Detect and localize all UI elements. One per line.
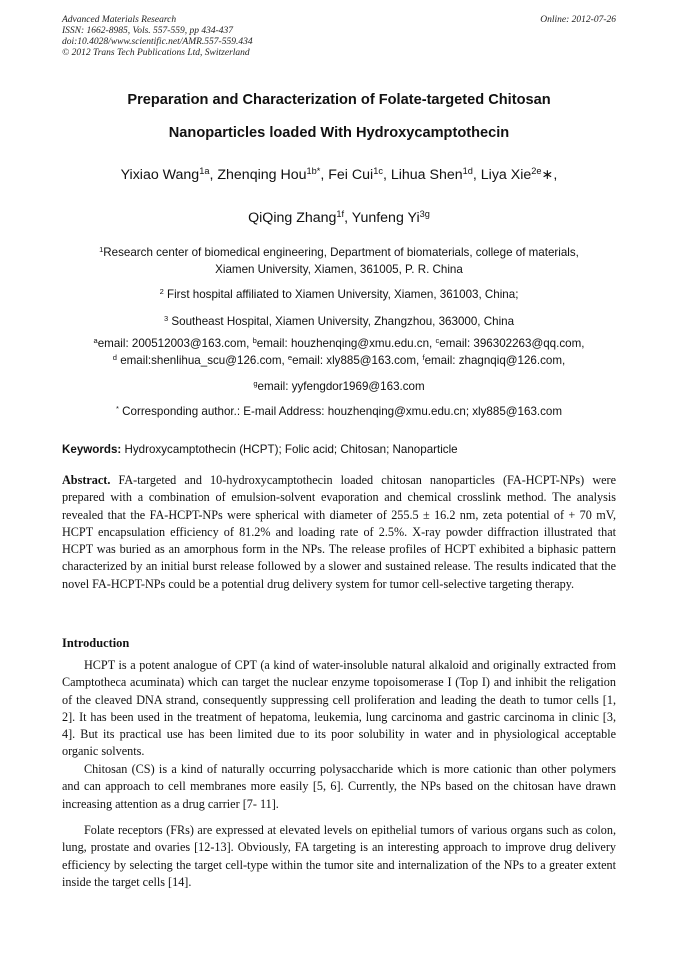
author-name: Zhenqing Hou (217, 167, 307, 183)
abstract-label: Abstract. (62, 473, 111, 487)
corresponding-author (40, 403, 638, 420)
affiliation-text: Research center of biomedical engineering, Department of biomaterials, college of materials, (103, 246, 579, 259)
author-list-line-1: Yixiao Wang$^{1a}$, Zhenqing Hou$^{1b*}$, Fei Cui$^{1c}$, Lihua Shen$^{1d}$, Liya Xie$^{2e}$∗, (120, 165, 558, 183)
author-affil-mark: 1a (199, 165, 210, 176)
affiliation-2 (40, 286, 638, 303)
corresponding-text: Corresponding author.: E-mail Address: houzhenqing@xmu.edu.cn; xly885@163.com (118, 405, 563, 418)
affil-mark: 2 (159, 286, 164, 296)
email-line-3 (40, 378, 638, 395)
online-date: Online: 2012-07-26 (540, 15, 616, 25)
affiliation-text: Southeast Hospital, Xiamen University, Zhangzhou, 363000, China (171, 315, 515, 328)
author-affil-mark: 1d (462, 165, 473, 176)
keywords (62, 443, 616, 456)
author-name: Fei Cui (328, 167, 374, 183)
paper-title-line-2: Nanoparticles loaded With Hydroxycamptothecin (168, 125, 510, 141)
author-name: Liya Xie (480, 167, 532, 183)
corresponding-star: ∗ (541, 167, 554, 183)
abstract-text: FA-targeted and 10-hydroxycamptothecin loaded chitosan nanoparticles (FA-HCPT-NPs) were prepared with a combination of emulsion-solvent evaporation and chemical crosslink method. The analysis revealed that the FA-HCPT-NPs were spherical with diameter of 255.5 ± 16.2 nm, zeta potential of + 70 mV, HCPT encapsulation efficiency of 81.2% and loading rate of 2.5%. X-ray powder diffraction illustrated that HCPT was buried as an amorphous form in the NPs. The release profiles of HCPT exhibited a biphasic pattern characterized by an initial burst release followed by a slower and sustained release. The results indicated that the novel FA-HCPT-NPs could be a potential drug delivery system for tumor cell-selective targeting therapy. (62, 473, 616, 591)
email-line-1 (40, 335, 638, 352)
corr-mark: * (115, 403, 119, 413)
doi-line: doi:10.4028/www.scientific.net/AMR.557-559.434 (62, 37, 253, 47)
email-mark: d (112, 352, 117, 362)
email-line-2 (40, 352, 638, 369)
affil-mark: 1 (99, 244, 104, 254)
email-mark: a (93, 335, 98, 345)
author-name: QiQing Zhang (248, 210, 337, 226)
author-name: Lihua Shen (390, 167, 463, 183)
intro-paragraph-3: Folate receptors (FRs) are expressed at elevated levels on epithelial tumors of various organs such as colon, lung, prostate and ovaries [12-13]. Obviously, FA targeting is an interesting approach to improve drug delivery efficiency by selecting the target cell-type within the tumor site and internalization of the NPs to a greater extent inside the target cells [14]. (62, 823, 616, 889)
journal-name: Advanced Materials Research (62, 15, 177, 25)
intro-paragraph-1: HCPT is a potent analogue of CPT (a kind of water-insoluble natural alkaloid and originally extracted from Camptotheca acuminata) which can target the nuclear enzyme topoisomerase I (Top I) and inhibit the religation of the cleaved DNA strand, consequently suppressing cell proliferation and leading the death to tumor cells [1, 2]. It has been used in the treatment of hepatoma, leukemia, lung carcinoma and gastric carcinoma in clinic [3, 4]. But its practical use has been limited due to its poor solubility in water and in physiological acceptable organic solvents. (62, 658, 616, 759)
abstract (62, 472, 616, 593)
author-affil-mark: 1b* (306, 165, 321, 176)
email-text: email: 396302263@qq.com, (439, 337, 585, 350)
author-name: Yixiao Wang (120, 167, 200, 183)
email-mark: c (435, 335, 440, 345)
keywords-text: Hydroxycamptothecin (HCPT); Folic acid; Chitosan; Nanoparticle (121, 443, 458, 456)
email-mark: b (252, 335, 257, 345)
keywords-label: Keywords: (62, 443, 122, 456)
email-text: email:shenlihua_scu@126.com, (116, 354, 288, 367)
affiliation-3 (40, 313, 638, 330)
email-text: email: zhagnqiq@126.com, (424, 354, 566, 367)
author-list-line-2: QiQing Zhang$^{1f}$, Yunfeng $Yi^{3g}$ (248, 208, 430, 226)
email-mark: f (422, 352, 425, 362)
email-text: email: 200512003@163.com, (97, 337, 253, 350)
copyright-line: © 2012 Trans Tech Publications Ltd, Switzerland (62, 48, 250, 58)
email-mark: g (253, 378, 258, 388)
author-affil-mark: 3g (419, 208, 430, 219)
section-heading-introduction: Introduction (62, 636, 130, 650)
author-affil-mark: 2e (531, 165, 542, 176)
intro-paragraph-2: Chitosan (CS) is a kind of naturally occurring polysaccharide which is more cationic than other polymers and can approach to cell membranes more easily [5, 6]. Currently, the NPs based on the chitosan have drawn increasing attention as a drug carrier [7- 11]. (62, 762, 616, 811)
affil-mark: 3 (163, 313, 169, 323)
author-affil-mark: 1c (373, 165, 383, 176)
email-mark: e (287, 352, 293, 362)
email-text: email: yyfengdor1969@163.com (257, 380, 425, 393)
journal-header (62, 15, 253, 59)
affiliation-1 (40, 244, 638, 278)
author-name: Yunfeng Yi (351, 210, 420, 226)
paper-title-line-1: Preparation and Characterization of Folate-targeted Chitosan (127, 92, 551, 108)
author-affil-mark: 1f (336, 208, 345, 219)
affiliation-text: First hospital affiliated to Xiamen University, Xiamen, 361003, China; (167, 288, 519, 301)
email-text: email: houzhenqing@xmu.edu.cn, (256, 337, 436, 350)
issn-line: ISSN: 1662-8985, Vols. 557-559, pp 434-437 (62, 26, 233, 36)
affiliation-text: Xiamen University, Xiamen, 361005, P. R. China (215, 263, 463, 276)
email-text: email: xly885@163.com, (292, 354, 423, 367)
